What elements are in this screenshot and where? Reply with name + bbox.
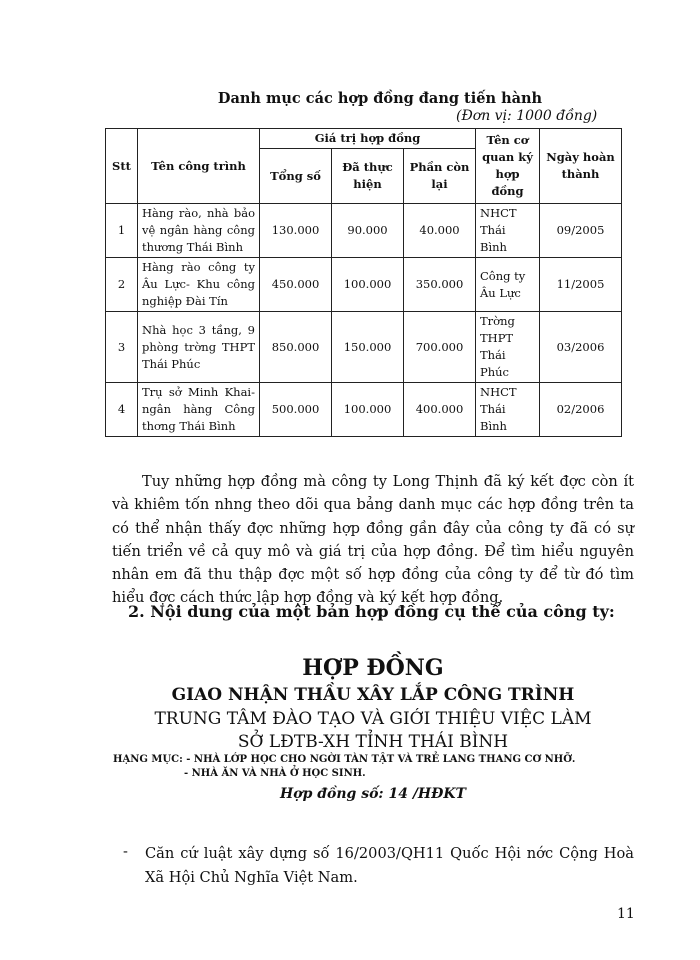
- cell-done: 100.000: [332, 258, 404, 312]
- cell-date: 03/2006: [540, 312, 622, 383]
- cell-agency: NHCT Thái Bình: [476, 383, 540, 437]
- cell-total: 130.000: [260, 204, 332, 258]
- cell-done: 100.000: [332, 383, 404, 437]
- cell-name: Nhà học 3 tầng, 9 phòng trờng THPT Thái Phúc: [138, 312, 260, 383]
- header-value-group: Giá trị hợp đồng: [260, 129, 476, 149]
- header-date: Ngày hoàn thành: [540, 129, 622, 204]
- table-row: [106, 258, 622, 312]
- header-remaining: Phần còn lại: [404, 149, 476, 204]
- cell-name: Hàng rào công ty Âu Lực- Khu công nghiệp Đài Tín: [138, 258, 260, 312]
- table-title: Danh mục các hợp đồng đang tiến hành: [217, 90, 543, 107]
- table-header-row: [106, 129, 622, 149]
- hang-muc-line-2: - NHÀ ĂN VÀ NHÀ Ở HỌC SINH.: [184, 768, 366, 779]
- cell-remaining: 350.000: [404, 258, 476, 312]
- cell-remaining: 700.000: [404, 312, 476, 383]
- cell-stt: 1: [106, 204, 138, 258]
- cell-agency: Trờng THPT Thái Phúc: [476, 312, 540, 383]
- page-number: 11: [617, 906, 635, 922]
- contract-subtitle-2: TRUNG TÂM ĐÀO TẠO VÀ GIỚI THIỆU VIỆC LÀM: [154, 709, 592, 729]
- cell-date: 11/2005: [540, 258, 622, 312]
- header-done: Đã thực hiện: [332, 149, 404, 204]
- cell-remaining: 400.000: [404, 383, 476, 437]
- body-paragraph: Tuy những hợp đồng mà công ty Long Thịnh đã ký kết đợc còn ít và khiêm tốn nhng theo dõi qua bảng danh mục các hợp đồng trên ta có thể nhận thấy đợc những hợp đồng gần đây của công ty đã có sự tiến triển về cả quy mô và giá trị của hợp đồng. Để tìm hiểu nguyên nhân em đã thu thập đợc một số hợp đồng của công ty để từ đó tìm hiểu đợc cách thức lập hợp đồng và ký kết hợp đồng.: [112, 473, 634, 607]
- cell-done: 150.000: [332, 312, 404, 383]
- cell-stt: 2: [106, 258, 138, 312]
- cell-stt: 3: [106, 312, 138, 383]
- cell-total: 850.000: [260, 312, 332, 383]
- contracts-table: [105, 128, 622, 437]
- contract-subtitle-1: GIAO NHẬN THẦU XÂY LẮP CÔNG TRÌNH: [171, 685, 575, 705]
- cell-name: Trụ sở Minh Khai- ngân hàng Công thơng Thái Bình: [138, 383, 260, 437]
- cell-total: 450.000: [260, 258, 332, 312]
- contract-number: Hợp đồng số: 14 /HĐKT: [280, 786, 466, 802]
- cell-remaining: 40.000: [404, 204, 476, 258]
- cell-agency: NHCT Thái Bình: [476, 204, 540, 258]
- cell-total: 500.000: [260, 383, 332, 437]
- cell-stt: 4: [106, 383, 138, 437]
- cell-date: 02/2006: [540, 383, 622, 437]
- cell-agency: Công ty Âu Lực: [476, 258, 540, 312]
- header-total: Tổng số: [260, 149, 332, 204]
- cell-date: 09/2005: [540, 204, 622, 258]
- table-row: [106, 312, 622, 383]
- cell-done: 90.000: [332, 204, 404, 258]
- header-stt: Stt: [106, 129, 138, 204]
- bullet-dash: -: [123, 844, 128, 860]
- bullet-text: Căn cứ luật xây dựng số 16/2003/QH11 Quốc Hội nớc Cộng Hoà Xã Hội Chủ Nghĩa Việt Nam.: [145, 845, 634, 886]
- cell-name: Hàng rào, nhà bảo vệ ngân hàng công thương Thái Bình: [138, 204, 260, 258]
- hang-muc-line-1: HẠNG MỤC: - NHÀ LỚP HỌC CHO NGỜI TÀN TẬT VÀ TRẺ LANG THANG CƠ NHỠ.: [113, 754, 576, 765]
- contract-subtitle-3: SỞ LĐTB-XH TỈNH THÁI BÌNH: [237, 732, 509, 752]
- unit-note: (Đơn vị: 1000 đồng): [456, 108, 598, 124]
- header-agency: Tên cơ quan ký hợp đồng: [476, 129, 540, 204]
- contract-title: HỢP ĐỒNG: [302, 655, 444, 681]
- table-row: [106, 383, 622, 437]
- header-name: Tên công trình: [138, 129, 260, 204]
- section-heading: 2. Nội dung của một bản hợp đồng cụ thể của công ty:: [128, 602, 615, 621]
- table-row: [106, 204, 622, 258]
